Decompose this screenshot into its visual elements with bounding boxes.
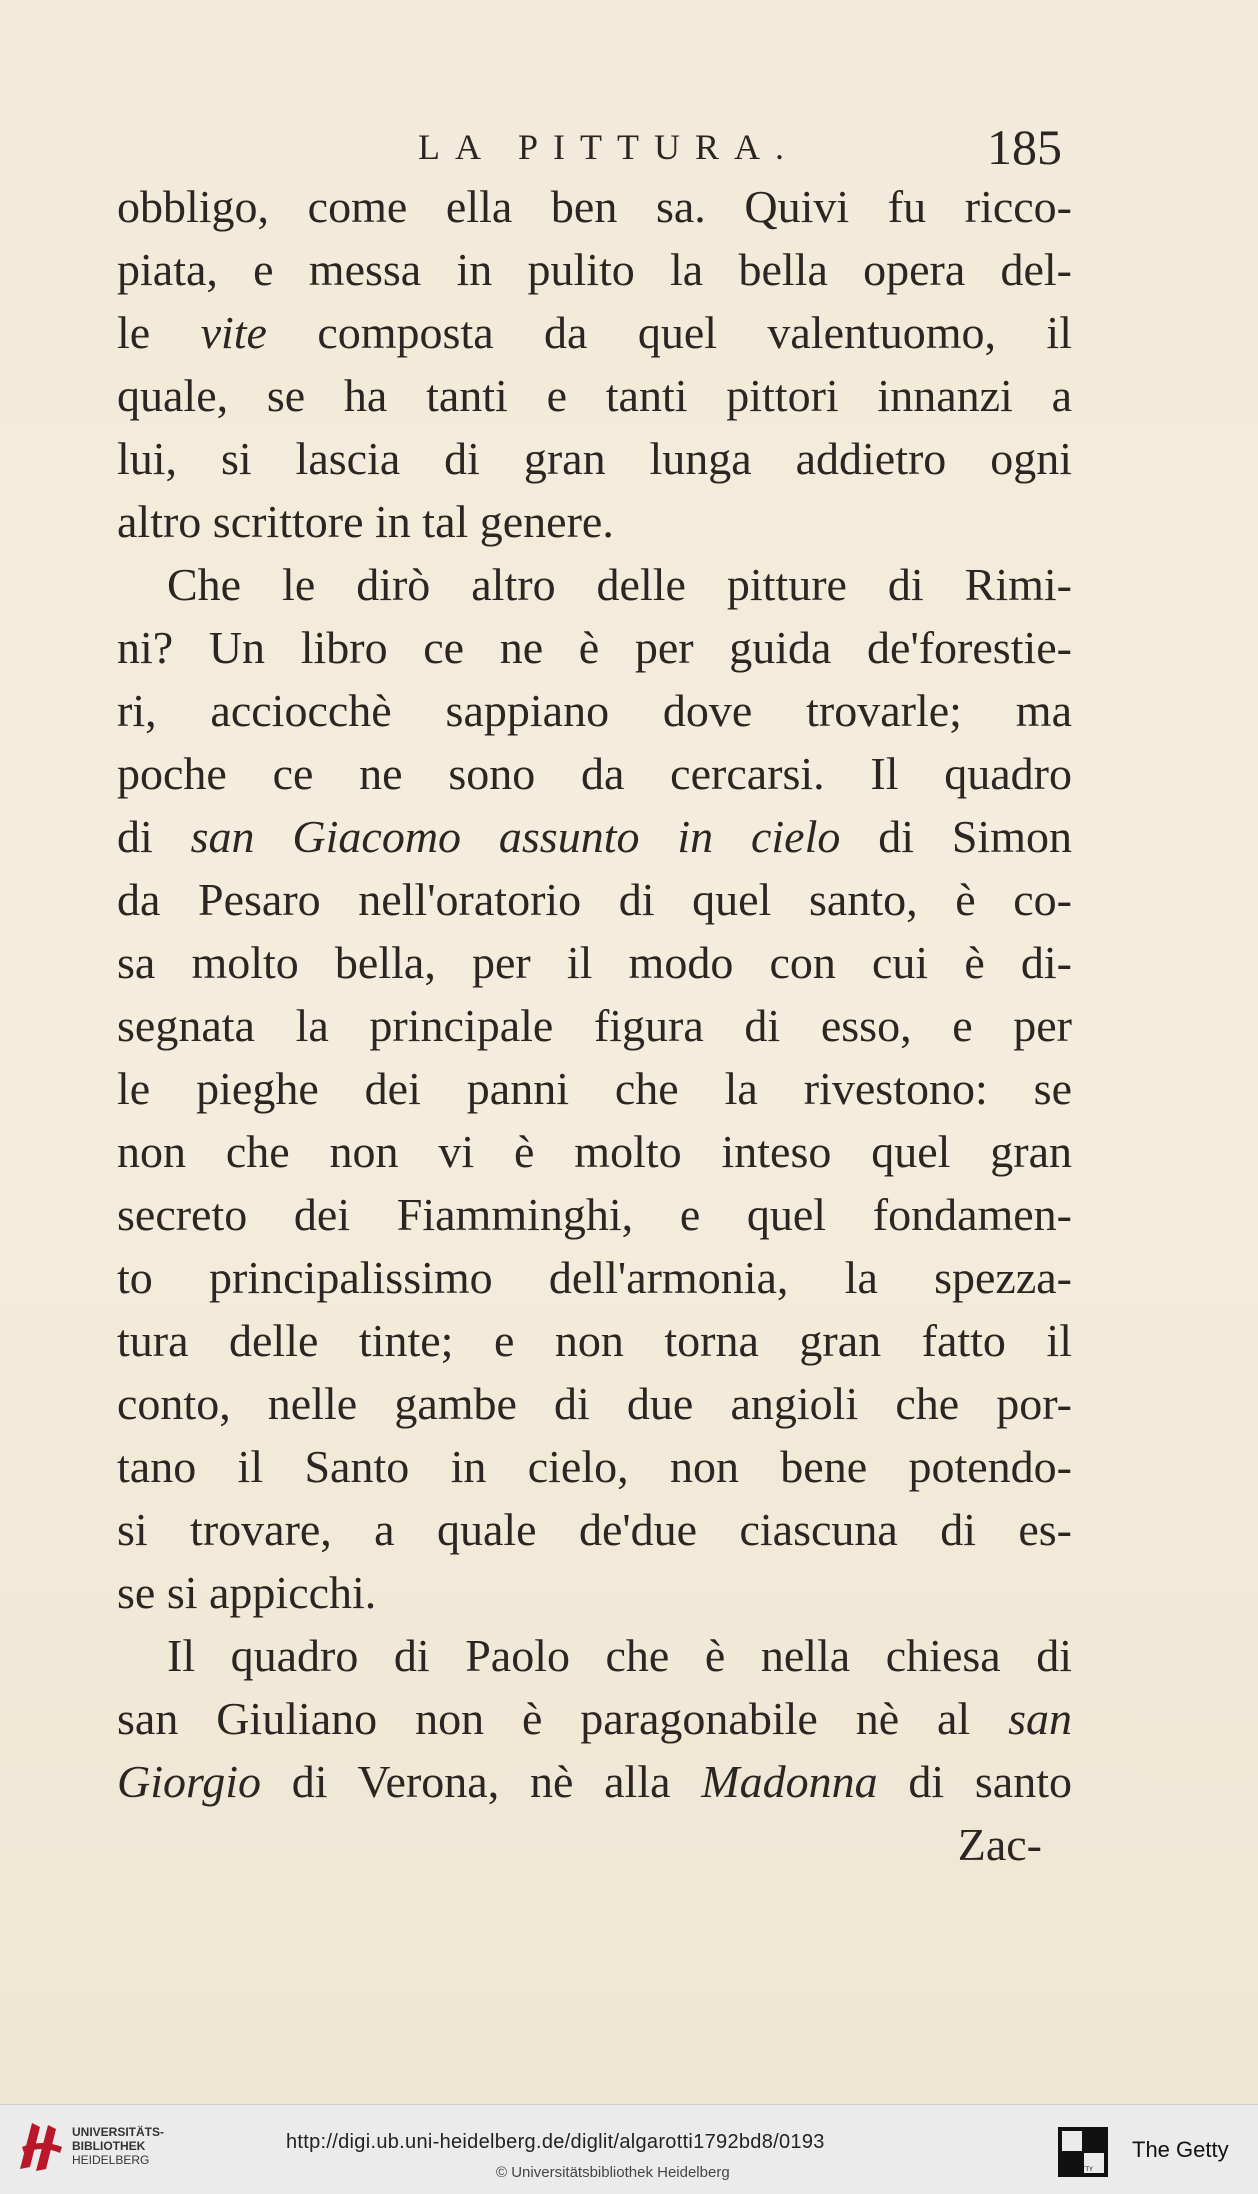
catchword: Zac- xyxy=(957,1819,1042,1870)
text-line: piata, e messa in pulito la bella opera del- xyxy=(117,244,1072,295)
text-line: si trovare, a quale de'due ciascuna di es- xyxy=(117,1504,1072,1555)
text-line: le vite composta da quel valentuomo, il xyxy=(117,307,1072,358)
italic-title: san Giacomo assunto in cielo xyxy=(190,811,841,862)
page-number: 185 xyxy=(987,119,1062,175)
text-line: lui, si lascia di gran lunga addietro ogni xyxy=(117,433,1072,484)
text-line: san Giuliano non è paragonabile nè al san xyxy=(117,1693,1073,1744)
italic-title: san xyxy=(1008,1693,1073,1744)
text-line: tano il Santo in cielo, non bene potendo- xyxy=(117,1441,1072,1492)
library-name: UNIVERSITÄTS- BIBLIOTHEK HEIDELBERG xyxy=(72,2125,165,2167)
text-line: poche ce ne sono da cercarsi. Il quadro xyxy=(117,748,1072,799)
text-line: ri, acciocchè sappiano dove trovarle; ma xyxy=(117,685,1072,736)
getty-logo-text: GETTY xyxy=(1072,2167,1094,2173)
text-line: tura delle tinte; e non torna gran fatto il xyxy=(117,1315,1072,1366)
text-line: quale, se ha tanti e tanti pittori innanzi a xyxy=(117,370,1072,421)
text-line: to principalissimo dell'armonia, la spezza- xyxy=(117,1252,1072,1303)
italic-title: vite xyxy=(200,307,267,358)
copyright-notice: © Universitätsbibliothek Heidelberg xyxy=(496,2164,730,2181)
text-line: obbligo, come ella ben sa. Quivi fu ricco- xyxy=(117,181,1072,232)
text-line: di san Giacomo assunto in cielo di Simon xyxy=(117,811,1072,862)
text-line: altro scrittore in tal genere. xyxy=(117,496,614,547)
getty-logo-icon xyxy=(1058,2127,1108,2177)
text-line: da Pesaro nell'oratorio di quel santo, è co- xyxy=(117,874,1072,925)
viewer-footer xyxy=(0,2104,1258,2194)
body-text xyxy=(117,175,1072,1876)
text-line: secreto dei Fiamminghi, e quel fondamen- xyxy=(117,1189,1072,1240)
page-header xyxy=(0,118,1258,178)
text-line: Che le dirò altro delle pitture di Rimi- xyxy=(167,559,1072,610)
text-line: sa molto bella, per il modo con cui è di- xyxy=(117,937,1072,988)
getty-label: The Getty xyxy=(1132,2137,1229,2162)
text-line: segnata la principale figura di esso, e per xyxy=(117,1000,1072,1051)
text-line: ni? Un libro ce ne è per guida de'forestie- xyxy=(117,622,1072,673)
text-line: Il quadro di Paolo che è nella chiesa di xyxy=(167,1630,1072,1681)
italic-title: Giorgio xyxy=(117,1756,261,1807)
permalink-url[interactable]: http://digi.ub.uni-heidelberg.de/diglit/algarotti1792bd8/0193 xyxy=(286,2131,825,2153)
text-line: Giorgio di Verona, nè alla Madonna di santo xyxy=(117,1756,1072,1807)
running-title: LA PITTURA. xyxy=(418,127,799,167)
university-library-logo-icon xyxy=(12,2117,72,2177)
text-line: se si appicchi. xyxy=(117,1567,377,1618)
text-line: le pieghe dei panni che la rivestono: se xyxy=(117,1063,1072,1114)
text-line: conto, nelle gambe di due angioli che por- xyxy=(117,1378,1072,1429)
italic-title: Madonna xyxy=(701,1756,878,1807)
text-line: non che non vi è molto inteso quel gran xyxy=(117,1126,1072,1177)
